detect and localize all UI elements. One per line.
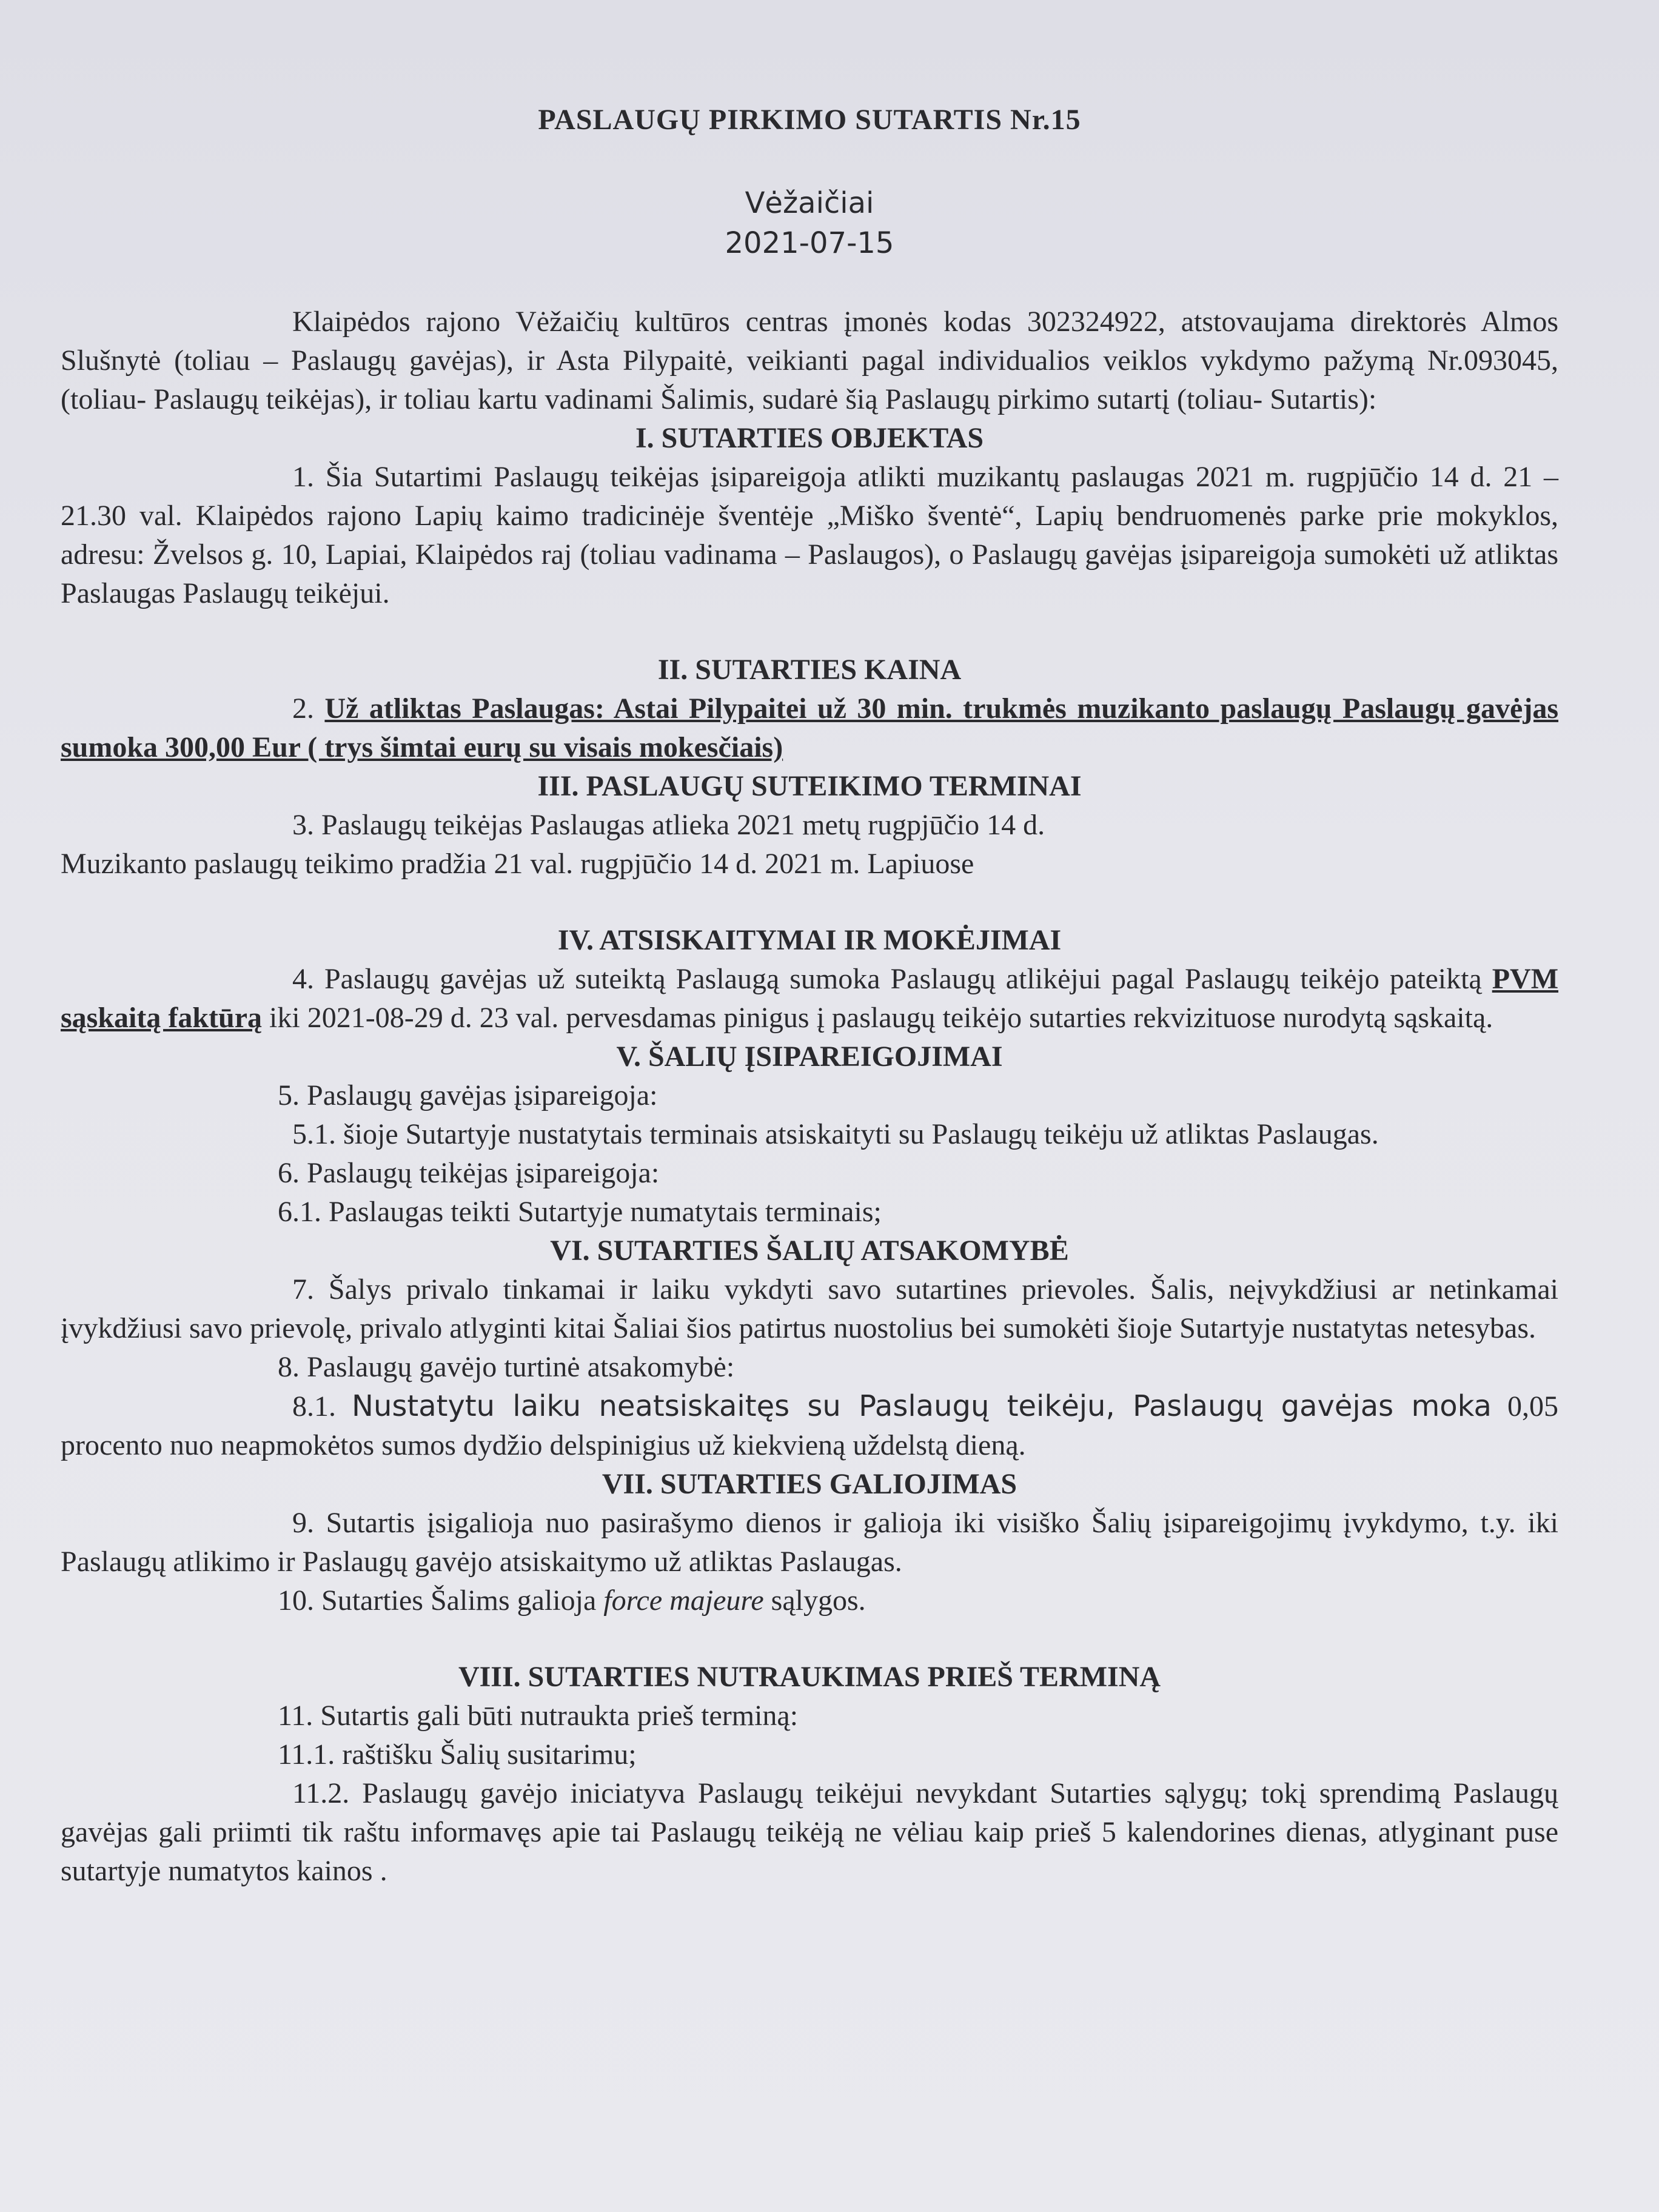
clause-3: 3. Paslaugų teikėjas Paslaugas atlieka 2021 metų rugpjūčio 14 d.	[292, 809, 1045, 841]
clause-8-1-text-b: 0,05 procento nuo neapmokėtos sumos dydžio delspinigius už kiekvieną uždelstą dieną.	[61, 1390, 1559, 1461]
clause-10-text-b: sąlygos.	[763, 1584, 866, 1617]
clause-8: 8. Paslaugų gavėjo turtinė atsakomybė:	[278, 1351, 735, 1383]
section-1-heading: I. SUTARTIES OBJEKTAS	[635, 422, 984, 454]
intro-paragraph: Klaipėdos rajono Vėžaičių kultūros centras įmonės kodas 302324922, atstovaujama direktorės Almos Slušnytė (toliau – Paslaugų gavėjas), ir Asta Pilypaitė, veikianti pagal individualios veiklos vykdymo pažymą Nr.093045, (toliau- Paslaugų teikėjas), ir toliau kartu vadinami Šalimis, sudarė šią Paslaugų pirkimo sutartį (toliau- Sutartis):	[61, 306, 1558, 415]
clause-10-force-majeure: force majeure	[603, 1584, 764, 1617]
clause-7: 7. Šalys privalo tinkamai ir laiku vykdyti savo sutartines prievoles. Šalis, neįvykdžiusi ar netinkamai įvykdžiusi savo prievolę, privalo atlyginti kitai Šaliai šios patirtus nuostolius bei sumokėti šioje Sutartyje nustatytas netesybas.	[61, 1273, 1558, 1344]
contract-date: 2021-07-15	[725, 226, 894, 260]
clause-1: 1. Šia Sutartimi Paslaugų teikėjas įsipareigoja atlikti muzikantų paslaugas 2021 m. rugpjūčio 14 d. 21 – 21.30 val. Klaipėdos rajono Lapių kaimo tradicinėje šventėje „Miško šventė“, Lapių bendruomenės parke prie mokyklos, adresu: Žvelsos g. 10, Lapiai, Klaipėdos raj (toliau vadinama – Paslaugos), o Paslaugų gavėjas įsipareigoja sumokėti už atliktas Paslaugas Paslaugų teikėjui.	[61, 461, 1558, 609]
clause-2	[61, 689, 1558, 767]
contract-title: PASLAUGŲ PIRKIMO SUTARTIS Nr.15	[538, 104, 1081, 136]
clause-4-text-a: 4. Paslaugų gavėjas už suteiktą Paslaugą sumoka Paslaugų atlikėjui pagal Paslaugų teikėjo pateiktą	[292, 963, 1492, 995]
contract-document	[61, 97, 1558, 1891]
contract-place: Vėžaičiai	[745, 186, 874, 220]
clause-6-1: 6.1. Paslaugas teikti Sutartyje numatytais terminais;	[278, 1196, 882, 1228]
clause-6: 6. Paslaugų teikėjas įsipareigoja:	[278, 1157, 660, 1189]
clause-8-1-number: 8.1.	[292, 1390, 352, 1423]
section-5-heading: V. ŠALIŲ ĮSIPAREIGOJIMAI	[616, 1041, 1003, 1073]
clause-9: 9. Sutartis įsigalioja nuo pasirašymo dienos ir galioja iki visiško Šalių įsipareigojimų įvykdymo, t.y. iki Paslaugų atlikimo ir Paslaugų gavėjo atsiskaitymo už atliktas Paslaugas.	[61, 1507, 1558, 1578]
clause-10	[61, 1581, 1558, 1620]
clause-4-text-b: iki 2021-08-29 d. 23 val. pervesdamas pinigus į paslaugų teikėjo sutarties rekvizituose nurodytą sąskaitą.	[262, 1002, 1493, 1034]
clause-11-2: 11.2. Paslaugų gavėjo iniciatyva Paslaugų teikėjui nevykdant Sutarties sąlygų; tokį sprendimą Paslaugų gavėjas gali priimti tik raštu informavęs apie tai Paslaugų teikėją ne vėliau kaip prieš 5 kalendorines dienas, atlyginant puse sutartyje numatytos kainos .	[61, 1777, 1558, 1887]
clause-8-1	[61, 1387, 1558, 1465]
clause-11: 11. Sutartis gali būti nutraukta prieš terminą:	[278, 1700, 799, 1732]
clause-3-continued: Muzikanto paslaugų teikimo pradžia 21 val. rugpjūčio 14 d. 2021 m. Lapiuose	[61, 848, 974, 880]
clause-5: 5. Paslaugų gavėjas įsipareigoja:	[278, 1079, 658, 1111]
section-3-heading: III. PASLAUGŲ SUTEIKIMO TERMINAI	[537, 770, 1082, 802]
clause-4-invoice: PVM sąskaitą faktūrą	[61, 963, 1558, 1034]
section-2-heading: II. SUTARTIES KAINA	[657, 654, 962, 686]
section-7-heading: VII. SUTARTIES GALIOJIMAS	[602, 1468, 1017, 1500]
section-4-heading: IV. ATSISKAITYMAI IR MOKĖJIMAI	[557, 924, 1062, 956]
section-8-heading: VIII. SUTARTIES NUTRAUKIMAS PRIEŠ TERMINĄ	[458, 1661, 1161, 1693]
clause-2-number: 2.	[292, 692, 325, 725]
clause-8-1-text-a: Nustatytu laiku neatsiskaitęs su Paslaugų teikėju, Paslaugų gavėjas moka	[352, 1389, 1492, 1423]
clause-10-text-a: 10. Sutarties Šalims galioja	[278, 1584, 604, 1617]
clause-11-1: 11.1. raštišku Šalių susitarimu;	[278, 1738, 637, 1771]
clause-5-1: 5.1. šioje Sutartyje nustatytais terminais atsiskaityti su Paslaugų teikėju už atliktas Paslaugas.	[292, 1118, 1379, 1150]
section-6-heading: VI. SUTARTIES ŠALIŲ ATSAKOMYBĖ	[550, 1235, 1069, 1267]
clause-2-price: Už atliktas Paslaugas: Astai Pilypaitei už 30 min. trukmės muzikanto paslaugų Paslaugų gavėjas sumoka 300,00 Eur ( trys šimtai eurų su visais mokesčiais)	[61, 692, 1559, 763]
clause-4	[61, 960, 1558, 1037]
